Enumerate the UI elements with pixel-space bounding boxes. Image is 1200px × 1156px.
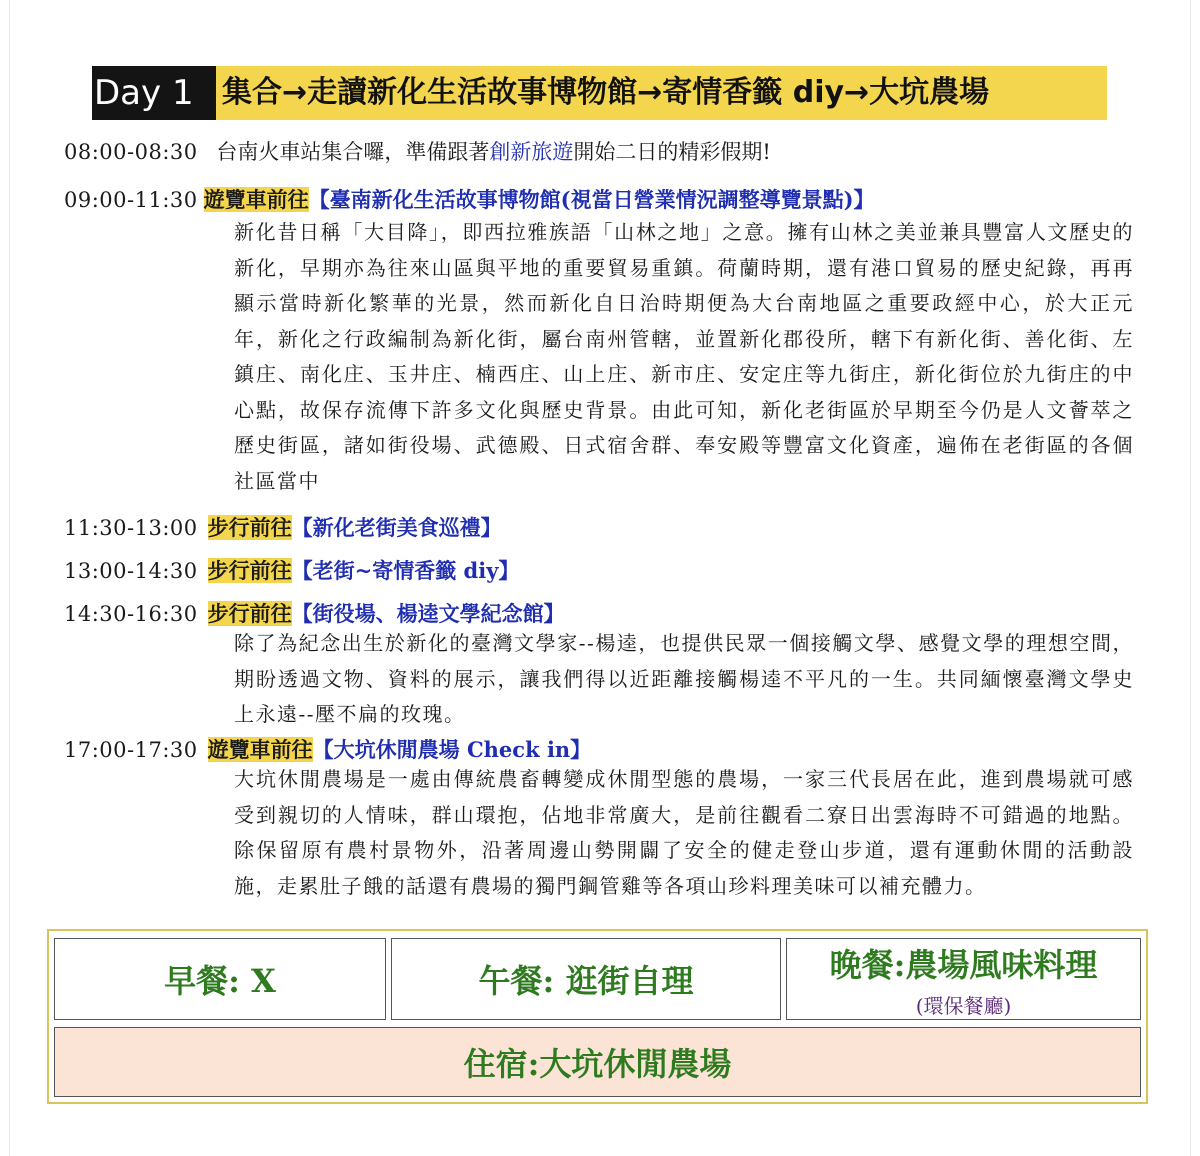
description-paragraph: 大坑休閒農場是一處由傳統農畜轉變成休閒型態的農場，一家三代長居在此，進到農場就可感受到親切的人情味，群山環抱，佔地非常廣大，是前往觀看二寮日出雲海時不可錯過的地點。除保留原有農村景物外，沿著周邊山勢開闢了安全的健走登山步道，還有運動休閒的活動設施，走累肚子餓的話還有農場的獨門鋼管雞等各項山珍料理美味可以補充體力。 xyxy=(234,767,1134,898)
schedule-item-1430 xyxy=(64,598,565,628)
destination-label: 【新化老街美食巡禮】 xyxy=(291,515,502,540)
lodging-cell xyxy=(54,1027,1141,1097)
meals-table xyxy=(47,929,1148,1104)
time-label: 09:00-11:30 xyxy=(64,188,198,212)
time-label: 08:00-08:30 xyxy=(64,140,198,164)
destination-label: 【老街~寄情香籤 diy】 xyxy=(291,558,520,583)
dinner-label: 晚餐:農場風味料理 xyxy=(829,945,1098,984)
schedule-item-0800 xyxy=(64,136,771,166)
company-name: 創新旅遊 xyxy=(489,140,574,164)
lodging-label: 住宿:大坑休閒農場 xyxy=(463,1045,732,1083)
schedule-text-before: 台南火車站集合囉，準備跟著 xyxy=(216,140,490,164)
lunch-cell xyxy=(391,938,781,1020)
dinner-note: (環保餐廳) xyxy=(915,993,1012,1018)
schedule-text-after: 開始二日的精彩假期! xyxy=(573,140,771,164)
description-paragraph: 新化昔日稱「大目降」，即西拉雅族語「山林之地」之意。擁有山林之美並兼具豐富人文歷史的新化，早期亦為往來山區與平地的重要貿易重鎮。荷蘭時期，還有港口貿易的歷史紀錄，再再顯示當時新化繁華的光景，然而新化自日治時期便為大台南地區之重要政經中心，於大正元年，新化之行政編制為新化街，屬台南州管轄，並置新化郡役所，轄下有新化街、善化街、左鎮庄、南化庄、玉井庄、楠西庄、山上庄、新市庄、安定庄等九街庄，新化街位於九街庄的中心點，故保存流傳下許多文化與歷史背景。由此可知，新化老街區於早期至今仍是人文薈萃之歷史街區，諸如街役場、武德殿、日式宿舍群、奉安殿等豐富文化資產，遍佈在老街區的各個社區當中 xyxy=(234,220,1134,493)
dinner-cell xyxy=(786,938,1141,1020)
description-paragraph: 除了為紀念出生於新化的臺灣文學家--楊逵，也提供民眾一個接觸文學、感覺文學的理想空間，期盼透過文物、資料的展示，讓我們得以近距離接觸楊逵不平凡的一生。共同緬懷臺灣文學史上永遠--壓不扁的玫瑰。 xyxy=(234,631,1134,726)
destination-label: 【臺南新化生活故事博物館(視當日營業情況調整導覽景點)】 xyxy=(308,187,875,212)
transport-label: 遊覽車前往 xyxy=(203,187,309,212)
day-title-bar xyxy=(92,66,1107,120)
transport-label: 步行前往 xyxy=(207,558,292,583)
breakfast-cell xyxy=(54,938,386,1020)
lunch-label: 午餐: 逛街自理 xyxy=(478,962,694,1000)
route-title: 集合→走讀新化生活故事博物館→寄情香籤 diy→大坑農場 xyxy=(216,66,1107,120)
day-label: Day 1 xyxy=(92,66,216,120)
time-label: 14:30-16:30 xyxy=(64,602,198,626)
destination-label: 【街役場、楊逵文學紀念館】 xyxy=(291,601,565,626)
transport-label: 步行前往 xyxy=(207,601,292,626)
transport-label: 遊覽車前往 xyxy=(207,737,313,762)
transport-label: 步行前往 xyxy=(207,515,292,540)
time-label: 11:30-13:00 xyxy=(64,516,198,540)
schedule-item-1700 xyxy=(64,734,591,764)
destination-label: 【大坑休閒農場 Check in】 xyxy=(312,737,592,762)
schedule-item-1130 xyxy=(64,512,502,542)
schedule-item-0900 xyxy=(64,184,875,214)
time-label: 13:00-14:30 xyxy=(64,559,198,583)
time-label: 17:00-17:30 xyxy=(64,738,198,762)
schedule-item-1300 xyxy=(64,555,519,585)
breakfast-label: 早餐: X xyxy=(164,962,276,1000)
